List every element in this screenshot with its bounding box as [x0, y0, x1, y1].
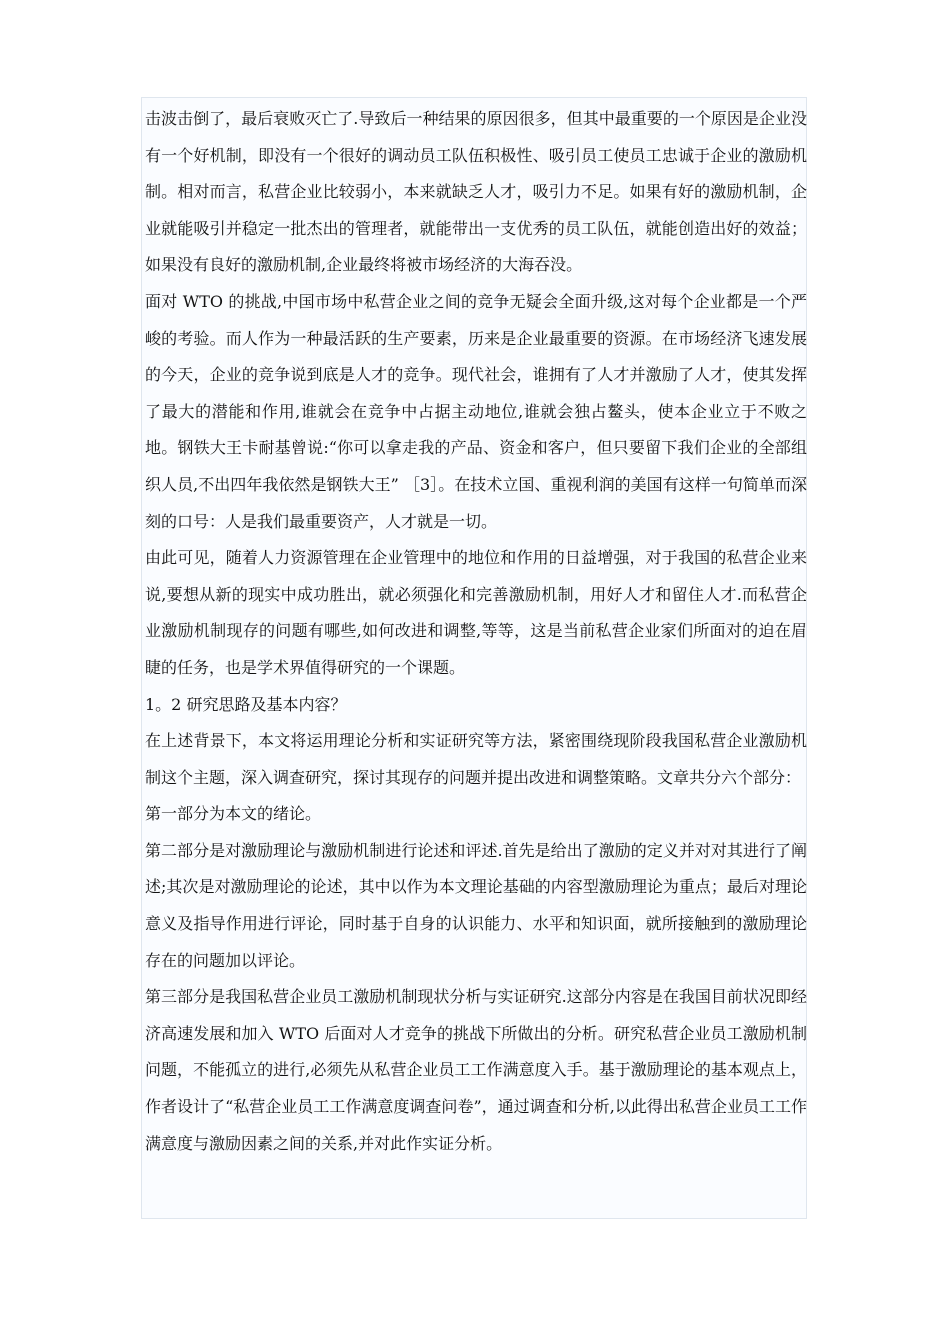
paragraph-4: 在上述背景下，本文将运用理论分析和实证研究等方法，紧密围绕现阶段我国私营企业激励机制这个主题，深入调查研究，探讨其现存的问题并提出改进和调整策略。文章共分六个部分： [145, 731, 807, 787]
paragraph-7: 第三部分是我国私营企业员工激励机制现状分析与实证研究.这部分内容是在我国目前状况即经济高速发展和加入 WTO 后面对人才竞争的挑战下所做出的分析。研究私营企业员工激励机制问题，不能孤立的进行,必须先从私营企业员工工作满意度入手。基于激励理论的基本观点上，作者设计了“私营企业员工工作满意度调查问卷”，通过调查和分析,以此得出私营企业员工工作满意度与激励因素之间的关系,并对此作实证分析。 [145, 987, 807, 1153]
document-body [145, 101, 807, 1162]
paragraph-5: 第一部分为本文的绪论。 [145, 804, 322, 824]
section-heading: 1。2 研究思路及基本内容？ [145, 694, 347, 714]
paragraph-2: 面对 WTO 的挑战,中国市场中私营企业之间的竞争无疑会全面升级,这对每个企业都是一个严峻的考验。而人作为一种最活跃的生产要素，历来是企业最重要的资源。在市场经济飞速发展的今天，企业的竞争说到底是人才的竞争。现代社会，谁拥有了人才并激励了人才，使其发挥了最大的潜能和作用,谁就会在竞争中占据主动地位,谁就会独占鳌头，使本企业立于不败之地。钢铁大王卡耐基曾说:“你可以拿走我的产品、资金和客户，但只要留下我们企业的全部组织人员,不出四年我依然是钢铁大王” ［3］。在技术立国、重视利润的美国有这样一句简单而深刻的口号：人是我们最重要资产，人才就是一切。 [145, 291, 807, 531]
paragraph-6: 第二部分是对激励理论与激励机制进行论述和评述.首先是给出了激励的定义并对对其进行了阐述;其次是对激励理论的论述，其中以作为本文理论基础的内容型激励理论为重点；最后对理论意义及指导作用进行评论，同时基于自身的认识能力、水平和知识面，就所接触到的激励理论存在的问题加以评论。 [145, 840, 807, 970]
paragraph-1: 击波击倒了，最后衰败灭亡了.导致后一种结果的原因很多，但其中最重要的一个原因是企业没有一个好机制，即没有一个很好的调动员工队伍积极性、吸引员工使员工忠诚于企业的激励机制。相对而言，私营企业比较弱小，本来就缺乏人才，吸引力不足。如果有好的激励机制，企业就能吸引并稳定一批杰出的管理者，就能带出一支优秀的员工队伍，就能创造出好的效益；如果没有良好的激励机制,企业最终将被市场经济的大海吞没。 [145, 109, 807, 275]
paragraph-3: 由此可见，随着人力资源管理在企业管理中的地位和作用的日益增强，对于我国的私营企业来说,要想从新的现实中成功胜出，就必须强化和完善激励机制，用好人才和留住人才.而私营企业激励机制现存的问题有哪些,如何改进和调整,等等，这是当前私营企业家们所面对的迫在眉睫的任务，也是学术界值得研究的一个课题。 [145, 548, 807, 677]
